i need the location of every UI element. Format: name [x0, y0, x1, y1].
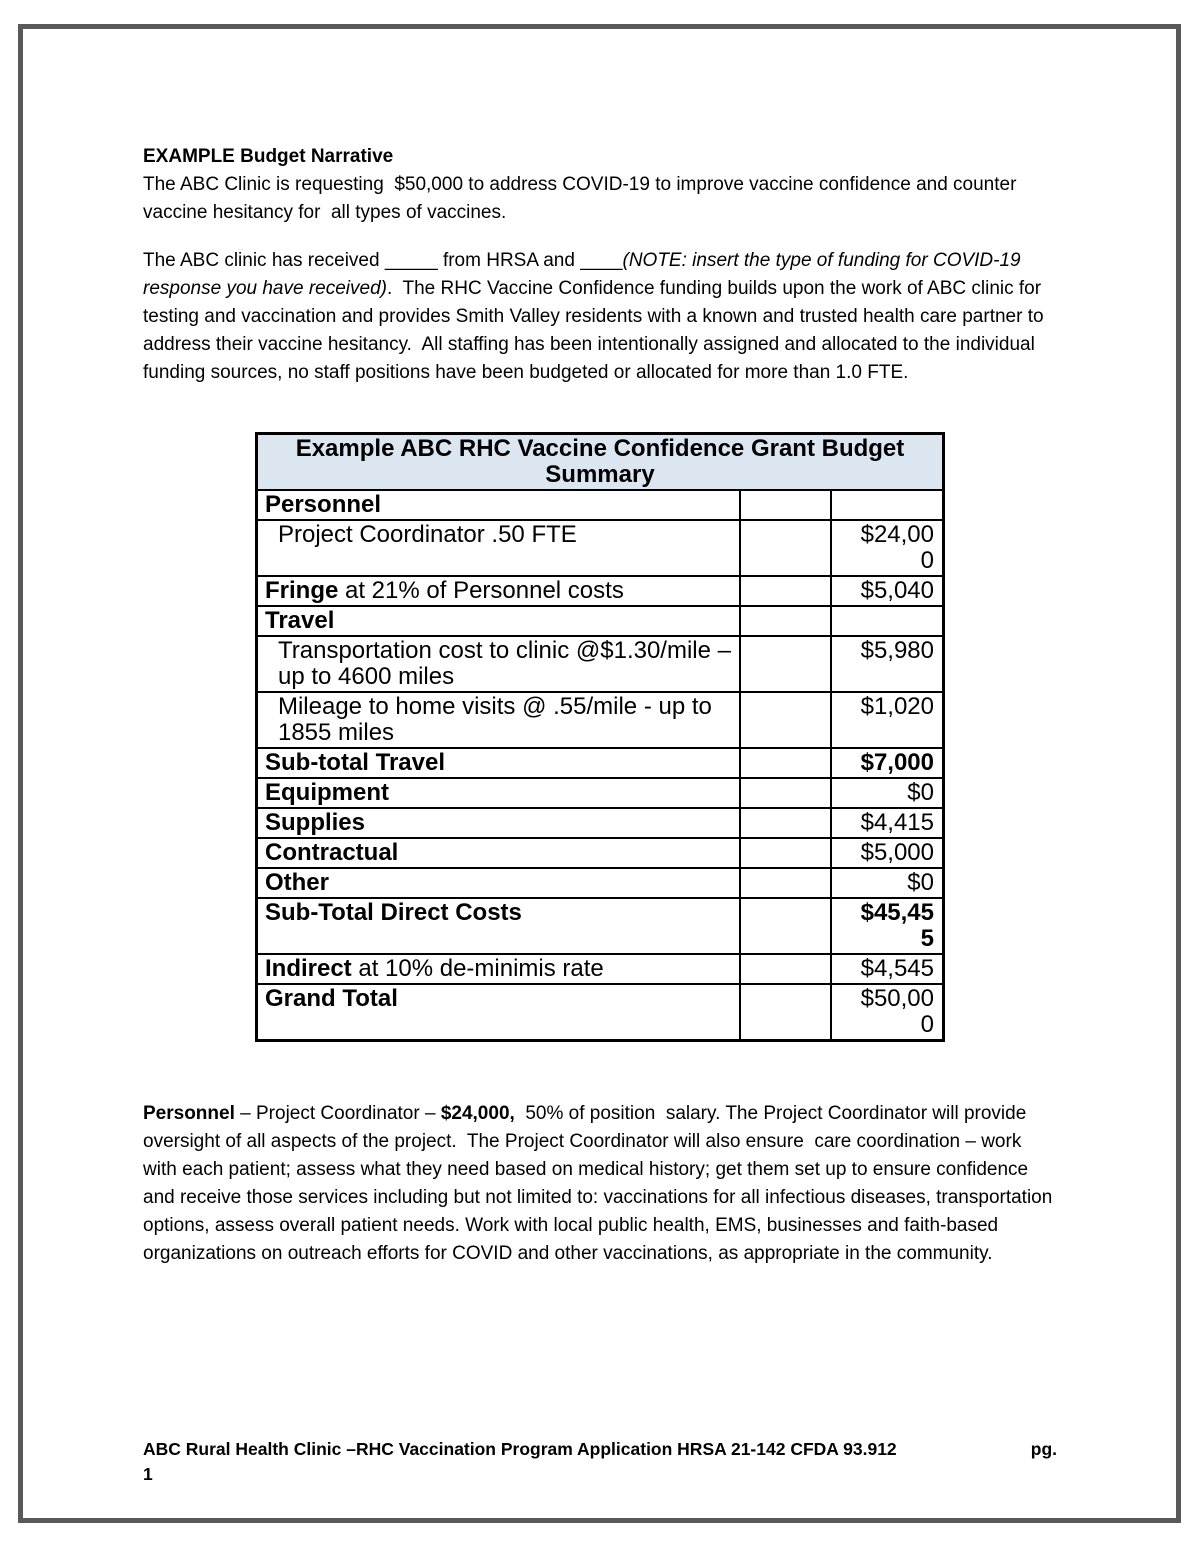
- budget-table: [255, 432, 945, 1042]
- table-row: [256, 692, 943, 748]
- table-row: [256, 520, 943, 576]
- budget-category-cell: Travel: [256, 606, 740, 636]
- table-row: [256, 808, 943, 838]
- footer-text: ABC Rural Health Clinic –RHC Vaccination Program Application HRSA 21-142 CFDA 93.912: [143, 1439, 897, 1459]
- intro-paragraph: The ABC Clinic is requesting $50,000 to address COVID-19 to improve vaccine confidence and counter vaccine hesitancy for all types of vaccines.: [143, 174, 1022, 223]
- budget-item-cell: Mileage to home visits @ .55/mile - up to 1855 miles: [256, 692, 740, 748]
- table-row: [256, 748, 943, 778]
- personnel-paragraph: Personnel – Project Coordinator – $24,000, 50% of position salary. The Project Coordinator will provide oversight of all aspects of the project. The Project Coordinator will also ensure care coordination – work with each patient; assess what they need based on medical history; get them set up to ensure confidence and receive those services including but not limited to: vaccinations for all infectious diseases, transportation options, assess overall patient needs. Work with local public health, EMS, businesses and faith-based organizations on outreach efforts for COVID and other vaccinations, as appropriate in the community.: [143, 1103, 1058, 1264]
- budget-item-cell: Project Coordinator .50 FTE: [256, 520, 740, 576]
- empty-cell: [740, 636, 831, 692]
- amount-cell: $24,000: [831, 520, 943, 576]
- funding-paragraph: [143, 247, 1057, 387]
- table-row: [256, 898, 943, 954]
- funding-text-2: . The RHC Vaccine Confidence funding builds upon the work of ABC clinic for testing and vaccination and provides Smith Valley residents with a known and trusted health care partner to address their vaccine hesitancy. All staffing has been intentionally assigned and allocated to the individual funding sources, no staff positions have been budgeted or allocated for more than 1.0 FTE.: [143, 278, 1049, 383]
- document-page: [143, 143, 1057, 1288]
- table-row: [256, 954, 943, 984]
- budget-category-cell: Personnel: [256, 490, 740, 520]
- personnel-amount: $24,000,: [440, 1103, 515, 1124]
- funding-note-italic: (NOTE: insert the type of funding for COVID-19 response you have received): [143, 250, 1026, 299]
- amount-cell: $0: [831, 868, 943, 898]
- empty-cell: [740, 954, 831, 984]
- empty-cell: [740, 838, 831, 868]
- empty-cell: [740, 490, 831, 520]
- budget-item-cell: Transportation cost to clinic @$1.30/mile – up to 4600 miles: [256, 636, 740, 692]
- empty-cell: [740, 808, 831, 838]
- table-title-row: [256, 434, 943, 491]
- amount-cell: $50,000: [831, 984, 943, 1041]
- budget-category-cell: Contractual: [256, 838, 740, 868]
- budget-category-cell: Indirect at 10% de-minimis rate: [256, 954, 740, 984]
- table-row: [256, 984, 943, 1041]
- budget-category-cell: Grand Total: [256, 984, 740, 1041]
- table-row: [256, 778, 943, 808]
- amount-cell: $4,545: [831, 954, 943, 984]
- personnel-label: Personnel: [143, 1103, 235, 1124]
- table-row: [256, 636, 943, 692]
- table-row: [256, 490, 943, 520]
- empty-cell: [740, 692, 831, 748]
- table-row: [256, 606, 943, 636]
- budget-category-cell: Fringe at 21% of Personnel costs: [256, 576, 740, 606]
- amount-cell: $45,455: [831, 898, 943, 954]
- footer-page-number: 1: [143, 1464, 153, 1484]
- footer: [143, 1437, 1057, 1487]
- empty-cell: [740, 898, 831, 954]
- empty-cell: [740, 748, 831, 778]
- budget-category-cell: Sub-total Travel: [256, 748, 740, 778]
- table-row: [256, 868, 943, 898]
- empty-cell: [740, 606, 831, 636]
- budget-category-cell: Other: [256, 868, 740, 898]
- budget-category-cell: Equipment: [256, 778, 740, 808]
- amount-cell: $7,000: [831, 748, 943, 778]
- funding-text-1: The ABC clinic has received _____ from HRSA and ____: [143, 250, 623, 271]
- amount-cell: $5,980: [831, 636, 943, 692]
- empty-cell: [740, 984, 831, 1041]
- amount-cell: $1,020: [831, 692, 943, 748]
- table-row: [256, 576, 943, 606]
- table-title-cell: Example ABC RHC Vaccine Confidence Grant Budget Summary: [256, 434, 943, 491]
- table-row: [256, 838, 943, 868]
- amount-cell: [831, 606, 943, 636]
- amount-cell: [831, 490, 943, 520]
- amount-cell: $5,000: [831, 838, 943, 868]
- budget-category-cell: Supplies: [256, 808, 740, 838]
- empty-cell: [740, 868, 831, 898]
- empty-cell: [740, 576, 831, 606]
- doc-title: EXAMPLE Budget Narrative: [143, 146, 394, 167]
- empty-cell: [740, 778, 831, 808]
- amount-cell: $4,415: [831, 808, 943, 838]
- amount-cell: $5,040: [831, 576, 943, 606]
- budget-category-cell: Sub-Total Direct Costs: [256, 898, 740, 954]
- empty-cell: [740, 520, 831, 576]
- footer-page-label: pg.: [1030, 1439, 1057, 1459]
- footer-line: [143, 1437, 1057, 1462]
- amount-cell: $0: [831, 778, 943, 808]
